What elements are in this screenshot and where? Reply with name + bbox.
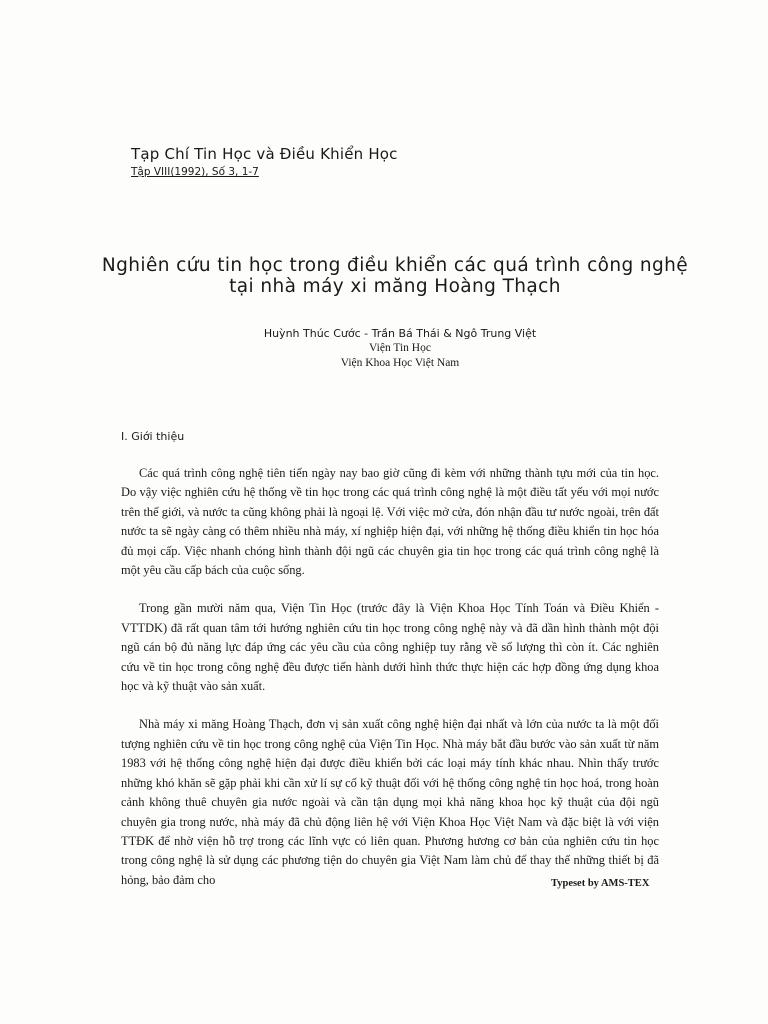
affiliation-institute: Viện Tin Học xyxy=(369,342,431,354)
paper-title-line-1: Nghiên cứu tin học trong điều khiển các quá trình công nghệ xyxy=(101,255,689,276)
section-heading: I. Giới thiệu xyxy=(121,430,185,443)
paragraph-3: Nhà máy xi măng Hoàng Thạch, đơn vị sản xuất công nghệ hiện đại nhất và lớn của nước ta là một đối tượng nghiên cứu về tin học trong công nghệ của Viện Tin Học. Nhà máy bắt đầu bước vào sản xuất từ năm 1983 với hệ thống công nghệ hiện đại được điều khiển bởi các loại máy tính khác nhau. Nhìn thấy trước những khó khăn sẽ gặp phải khi cần xử lí sự cố kỹ thuật đối với hệ thống công nghệ tin học hoá, trong hoàn cảnh không thuê chuyên gia nước ngoài và cần tận dụng mọi khả năng khoa học kỹ thuật của đội ngũ chuyên gia trong nước, nhà máy đã chủ động liên hệ với Viện Khoa Học Việt Nam và đặc biệt là với viện TTĐK để nhờ viện hỗ trợ trong các lĩnh vực có liên quan. Phương hương cơ bản của nghiên cứu tin học trong công nghệ là sử dụng các phương tiện do chuyên gia Việt Nam làm chủ để thay thế những thiết bị đã hỏng, bảo đảm cho xyxy=(121,717,659,887)
paper-title xyxy=(90,255,700,297)
body-text xyxy=(121,464,659,909)
volume-info: Tập VIII(1992), Số 3, 1-7 xyxy=(131,166,259,178)
journal-name: Tạp Chí Tin Học và Điều Khiển Học xyxy=(131,145,398,163)
paper-title-line-2: tại nhà máy xi măng Hoàng Thạch xyxy=(229,276,561,297)
typeset-note: Typeset by AMS-TEX xyxy=(551,878,650,889)
affiliation-academy: Viện Khoa Học Việt Nam xyxy=(340,357,460,369)
author-names: Huỳnh Thúc Cước - Trần Bá Thái & Ngô Trung Việt xyxy=(263,327,537,340)
paragraph-1: Các quá trình công nghệ tiên tiến ngày nay bao giờ cũng đi kèm với những thành tựu mới của tin học. Do vậy việc nghiên cứu hệ thống về tin học trong các quá trình công nghệ là một điều tất yếu với mọi nước trên thế giới, và nước ta cũng không phải là ngoại lệ. Với việc mở cửa, đón nhận đầu tư nước ngoài, trên đất nước ta sẽ ngày càng có thêm nhiều nhà máy, xí nghiệp hiện đại, với những hệ thống điều khiển tin học hóa đủ mọi cấp. Việc nhanh chóng hình thành đội ngũ các chuyên gia tin học trong các quá trình công nghệ là một yêu cầu cấp bách của cuộc sống. xyxy=(121,466,659,578)
paragraph-2: Trong gần mười năm qua, Viện Tin Học (trước đây là Viện Khoa Học Tính Toán và Điều Khiển - VTTDK) đã rất quan tâm tới hướng nghiên cứu tin học trong công nghệ này và đã dần hình thành một đội ngũ cán bộ đủ năng lực đáp ứng các yêu cầu của công nghiệp tuy rằng về số lượng thì còn ít. Các nghiên cứu về tin học trong công nghệ đều được tiến hành dưới hình thức thực hiện các hợp đồng ứng dụng khoa học và kỹ thuật vào sản xuất. xyxy=(121,601,659,694)
author-block xyxy=(200,326,600,371)
